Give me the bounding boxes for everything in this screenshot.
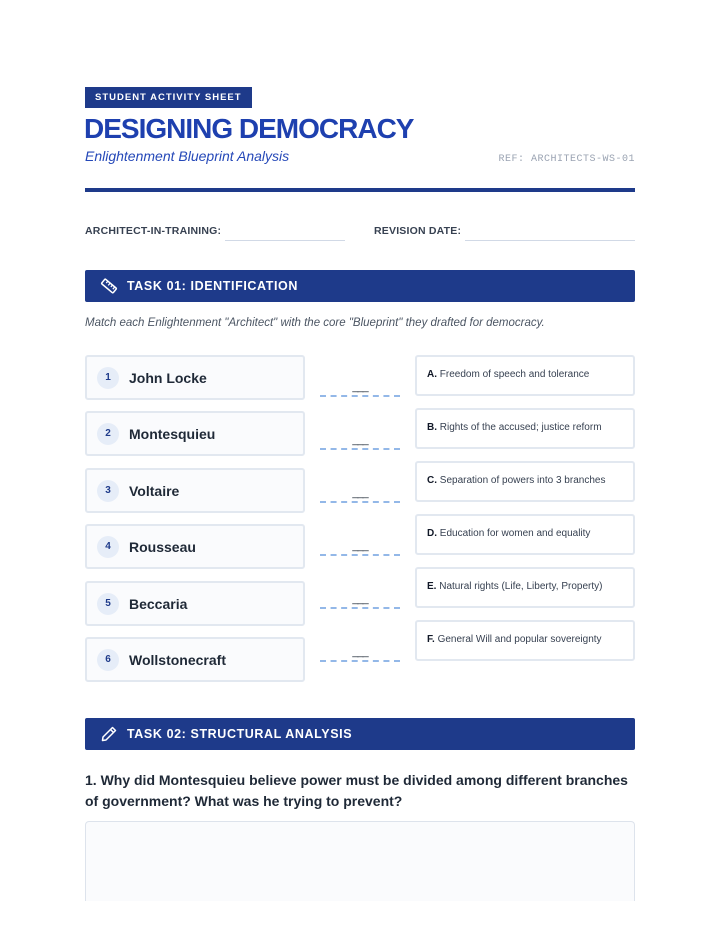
page-title: DESIGNING DEMOCRACY <box>84 113 414 144</box>
task-01-instructions: Match each Enlightenment "Architect" with the core "Blueprint" they drafted for democracy. <box>85 317 545 329</box>
architect-field-label: ARCHITECT-IN-TRAINING: <box>85 225 222 237</box>
blueprint-text: Separation of powers into 3 branches <box>439 475 606 486</box>
revision-date-field[interactable] <box>465 240 635 241</box>
architect-card <box>85 637 305 682</box>
blueprint-letter: C. <box>427 475 437 486</box>
architect-number: 6 <box>97 649 119 671</box>
blueprint-option <box>415 355 635 396</box>
match-answer-blank[interactable] <box>320 483 400 503</box>
blank-underscores: ___ <box>352 434 368 446</box>
blank-underscores: ___ <box>352 381 368 393</box>
blank-underscores: ___ <box>352 540 368 552</box>
blueprint-option <box>415 620 635 661</box>
blueprint-letter: D. <box>427 528 437 539</box>
blank-underscores: ___ <box>352 487 368 499</box>
architect-name: Voltaire <box>129 482 180 499</box>
activity-sheet-badge: STUDENT ACTIVITY SHEET <box>85 87 252 108</box>
architect-name: Beccaria <box>129 595 188 612</box>
page-subtitle: Enlightenment Blueprint Analysis <box>85 148 290 164</box>
reference-code: REF: ARCHITECTS-WS-01 <box>498 154 635 165</box>
architect-number: 1 <box>97 367 119 389</box>
header-divider <box>85 188 635 192</box>
answer-textarea[interactable] <box>85 821 635 901</box>
match-answer-blank[interactable] <box>320 536 400 556</box>
blueprint-text: Freedom of speech and tolerance <box>439 369 590 380</box>
blueprint-option <box>415 567 635 608</box>
architect-name: Rousseau <box>129 538 196 555</box>
architect-card <box>85 468 305 513</box>
architect-number: 4 <box>97 536 119 558</box>
blueprint-letter: A. <box>427 369 437 380</box>
match-answer-blank[interactable] <box>320 377 400 397</box>
question-1: 1. Why did Montesquieu believe power must be divided among different branches of government? What was he trying to prevent? <box>85 772 628 809</box>
architect-card <box>85 411 305 456</box>
match-answer-blank[interactable] <box>320 589 400 609</box>
architect-card <box>85 581 305 626</box>
task-01-header <box>85 270 635 302</box>
architect-number: 3 <box>97 480 119 502</box>
blueprint-letter: E. <box>427 581 437 592</box>
task-01-title: TASK 01: IDENTIFICATION <box>127 279 298 293</box>
task-02-title: TASK 02: STRUCTURAL ANALYSIS <box>127 727 353 741</box>
architect-number: 5 <box>97 593 119 615</box>
blueprint-text: Rights of the accused; justice reform <box>439 422 602 433</box>
pencil-icon <box>100 725 118 743</box>
blueprint-option <box>415 461 635 502</box>
blank-underscores: ___ <box>352 593 368 605</box>
architect-number: 2 <box>97 423 119 445</box>
architect-name: Wollstonecraft <box>129 651 226 668</box>
architect-card <box>85 524 305 569</box>
blueprint-option <box>415 408 635 449</box>
architect-name: Montesquieu <box>129 425 216 442</box>
match-answer-blank[interactable] <box>320 430 400 450</box>
match-answer-blank[interactable] <box>320 642 400 662</box>
blueprint-text: General Will and popular sovereignty <box>437 634 602 645</box>
blueprint-option <box>415 514 635 555</box>
blueprint-letter: F. <box>427 634 435 645</box>
blank-underscores: ___ <box>352 646 368 658</box>
architect-name-field[interactable] <box>225 240 345 241</box>
task-02-header <box>85 718 635 750</box>
blueprint-text: Natural rights (Life, Liberty, Property) <box>439 581 603 592</box>
revision-date-label: REVISION DATE: <box>374 225 462 237</box>
ruler-icon <box>100 277 118 295</box>
architect-name: John Locke <box>129 369 207 386</box>
blueprint-text: Education for women and equality <box>439 528 591 539</box>
blueprint-letter: B. <box>427 422 437 433</box>
architect-card <box>85 355 305 400</box>
